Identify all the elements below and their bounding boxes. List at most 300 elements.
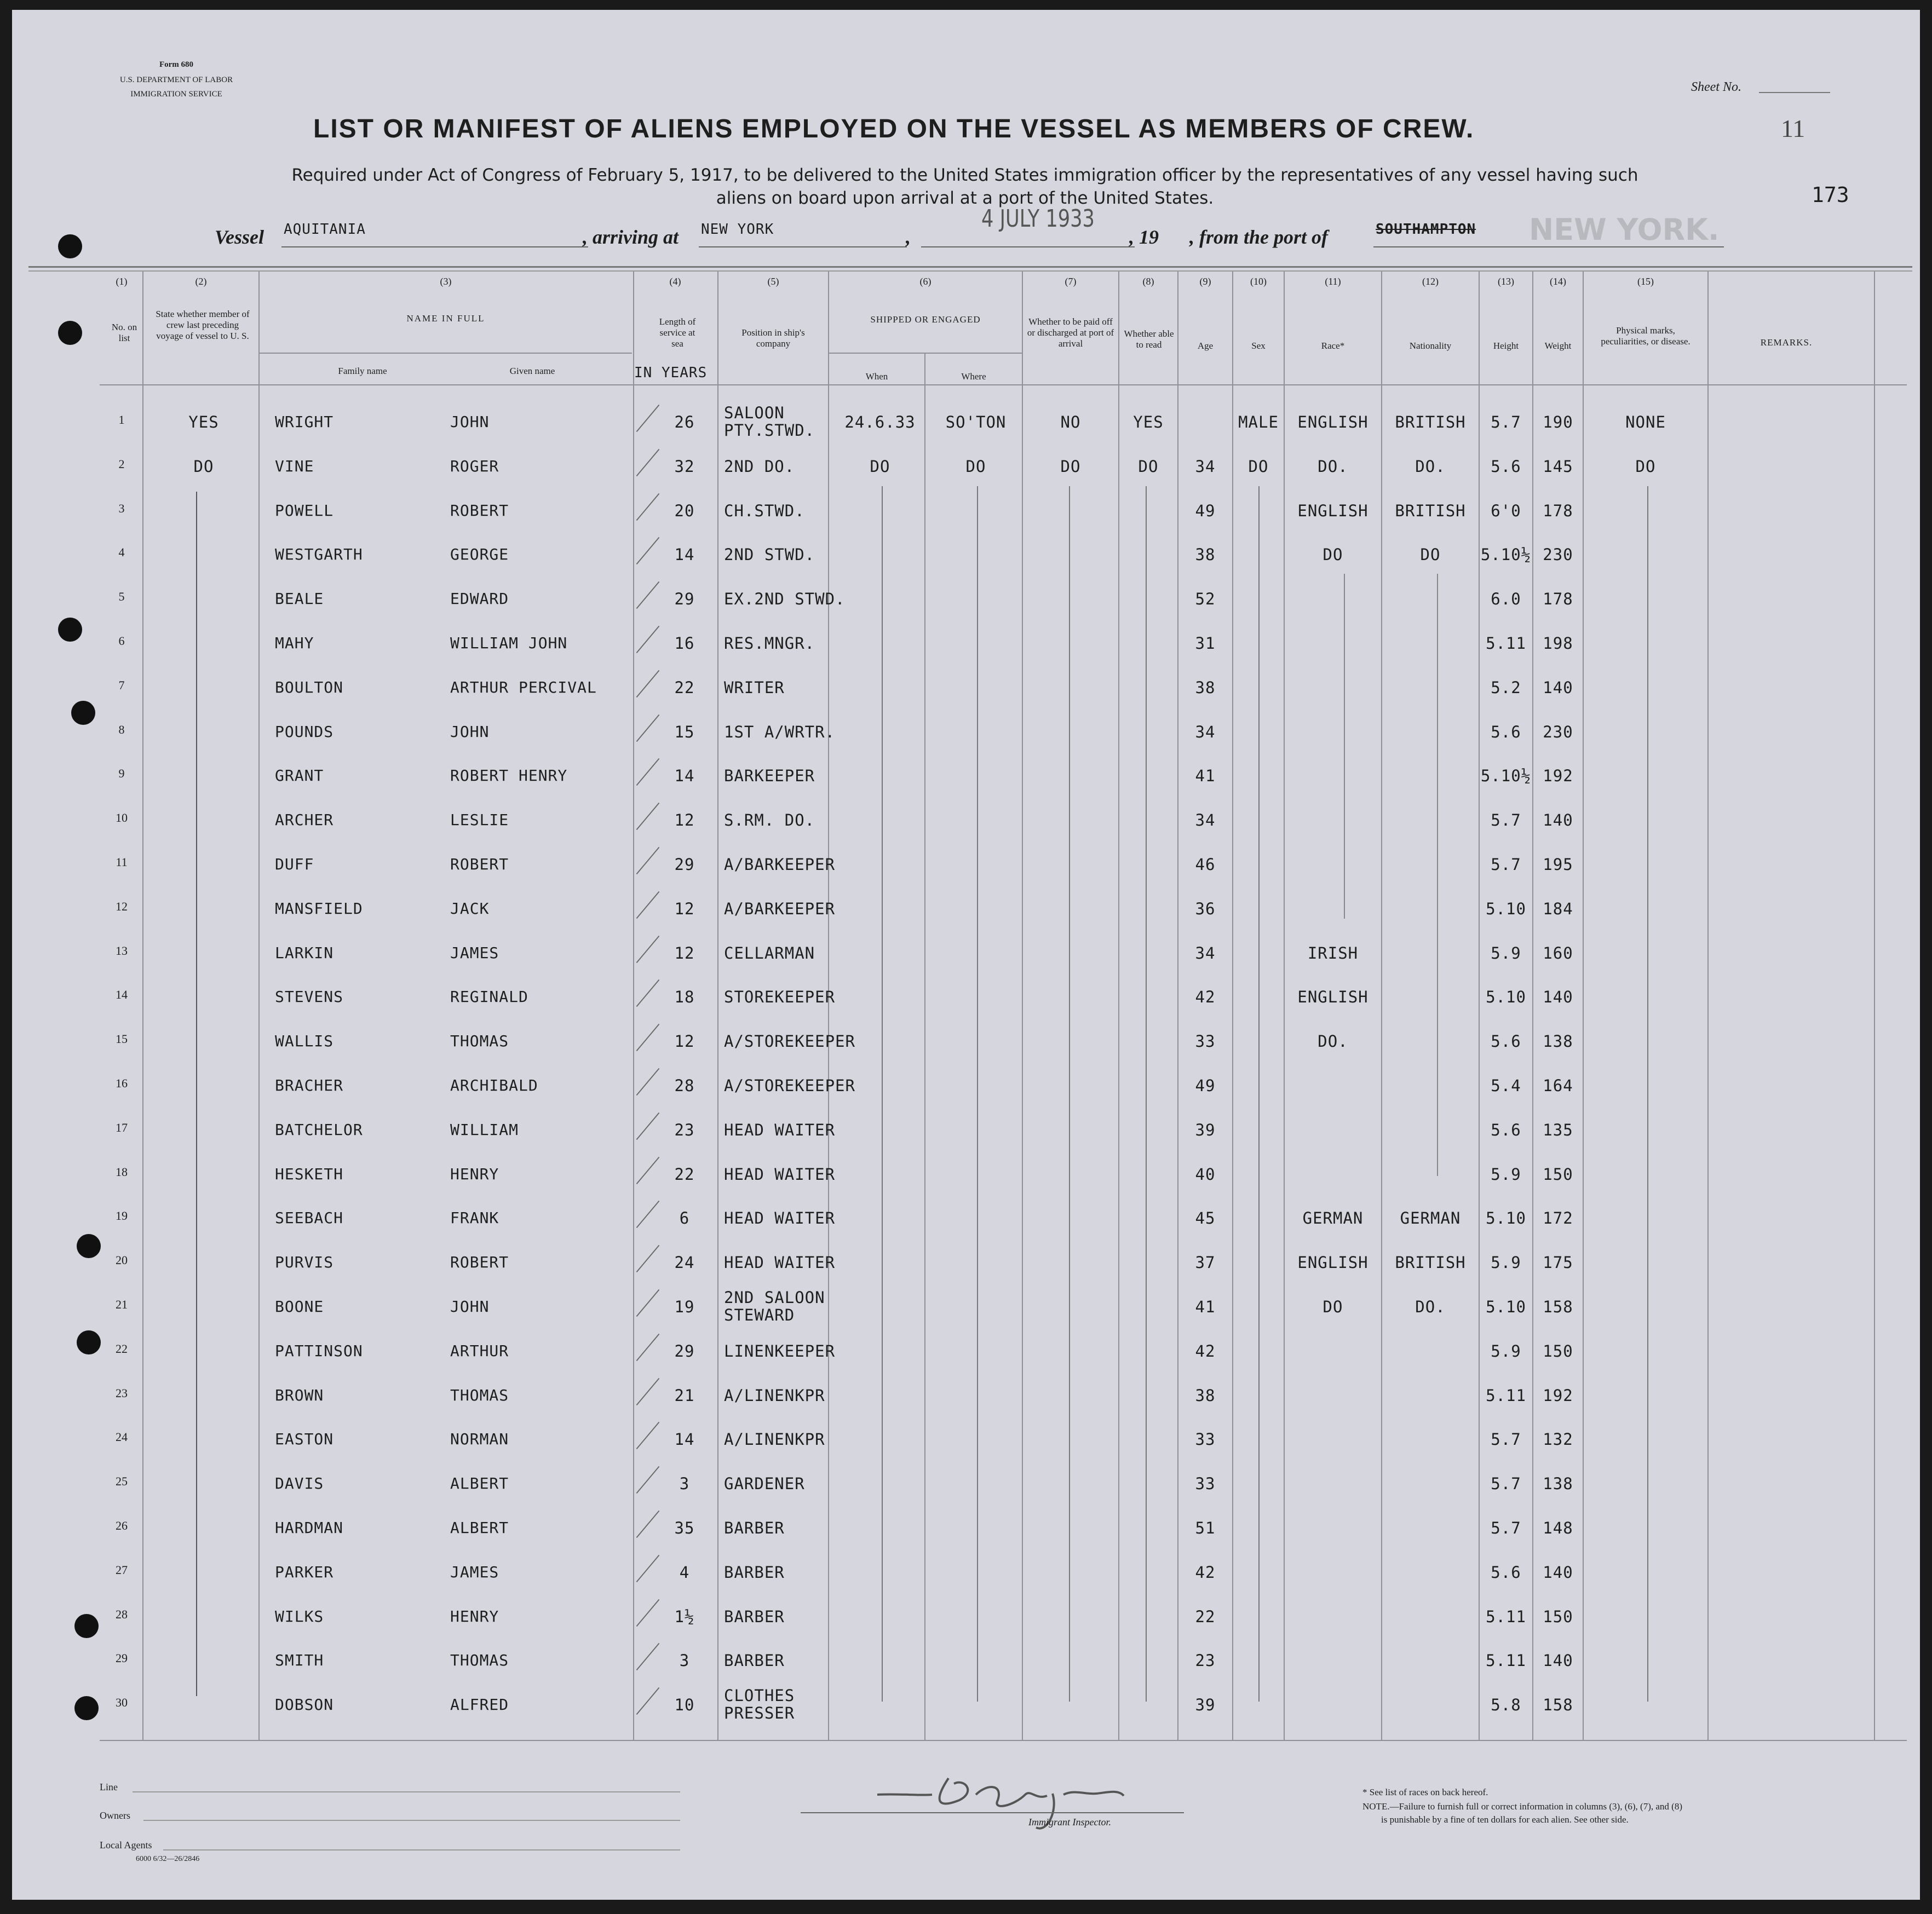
- col-num-8: (8): [1142, 276, 1154, 287]
- weight: 195: [1543, 855, 1573, 874]
- service-years: 4: [679, 1563, 690, 1582]
- row-number: 7: [118, 678, 125, 692]
- position: EX.2ND STWD.: [724, 590, 846, 608]
- family-name: BOONE: [275, 1298, 324, 1316]
- subtitle-line-1: Required under Act of Congress of February 5, 1917, to be delivered to the United States immigration officer by the representatives of any vessel having such: [291, 165, 1638, 185]
- family-name: MANSFIELD: [275, 900, 363, 918]
- header-length-service: Length of service at sea: [659, 316, 696, 349]
- height: 5.7: [1491, 1519, 1521, 1537]
- header-remarks: REMARKS.: [1760, 337, 1813, 348]
- age: 42: [1195, 1342, 1216, 1360]
- age: 49: [1195, 501, 1216, 520]
- weight: 158: [1543, 1696, 1573, 1714]
- position: 2ND STWD.: [724, 545, 815, 564]
- service-years: 35: [674, 1519, 695, 1537]
- family-name: SMITH: [275, 1651, 324, 1669]
- row-number: 1: [118, 413, 125, 426]
- row-number: 19: [116, 1209, 128, 1223]
- from-port: SOUTHAMPTON: [1376, 221, 1476, 238]
- service-years: 12: [674, 900, 695, 918]
- service: IMMIGRATION SERVICE: [130, 90, 222, 99]
- family-name: DAVIS: [275, 1474, 324, 1492]
- weight: 230: [1543, 545, 1573, 564]
- shipped-when: DO: [870, 457, 890, 476]
- service-years: 29: [674, 1342, 695, 1360]
- row-number: 28: [116, 1607, 128, 1621]
- given-name: JOHN: [450, 1298, 490, 1316]
- family-name: HESKETH: [275, 1165, 344, 1183]
- height: 5.10: [1486, 988, 1526, 1006]
- weight: 175: [1543, 1253, 1573, 1272]
- age: 42: [1195, 988, 1216, 1006]
- nationality: BRITISH: [1395, 501, 1466, 520]
- given-name: HENRY: [450, 1165, 499, 1183]
- sheet-number: 11: [1781, 114, 1806, 142]
- race: ENGLISH: [1297, 1253, 1369, 1272]
- header-given-name: Given name: [509, 366, 555, 376]
- manifest-sheet: [12, 10, 1920, 1900]
- col-num-10: (10): [1250, 276, 1267, 287]
- height: 5.9: [1491, 1253, 1521, 1272]
- weight: 135: [1543, 1121, 1573, 1139]
- nationality: DO.: [1415, 1298, 1446, 1316]
- print-code: 6000 6/32—26/2846: [136, 1855, 200, 1863]
- height: 5.6: [1491, 1563, 1521, 1582]
- date-underline: [921, 246, 1135, 247]
- age: 49: [1195, 1076, 1216, 1095]
- col-num-13: (13): [1498, 276, 1514, 287]
- year-label: , 19: [1129, 226, 1159, 248]
- given-name: ARTHUR PERCIVAL: [450, 678, 597, 696]
- col-divider: [1583, 272, 1584, 1740]
- height: 5.9: [1491, 1165, 1521, 1184]
- header-race: Race*: [1321, 341, 1345, 351]
- header-when: When: [865, 371, 888, 382]
- height: 5.2: [1491, 678, 1521, 697]
- height: 5.6: [1491, 457, 1521, 476]
- shipped-when: 24.6.33: [844, 413, 916, 431]
- weight: 145: [1543, 457, 1573, 476]
- row-number: 17: [116, 1121, 128, 1134]
- height: 5.6: [1491, 1121, 1521, 1139]
- nationality: BRITISH: [1395, 413, 1466, 431]
- row-number: 12: [116, 900, 128, 913]
- height: 5.7: [1491, 1430, 1521, 1449]
- position: LINENKEEPER: [724, 1342, 836, 1360]
- position: S.RM. DO.: [724, 811, 815, 829]
- family-name: DOBSON: [275, 1696, 334, 1714]
- service-years: 6: [679, 1209, 690, 1227]
- given-name: WILLIAM: [450, 1121, 519, 1139]
- service-years: 20: [674, 501, 695, 520]
- subtitle-line-2: aliens on board upon arrival at a port of the United States.: [716, 188, 1214, 208]
- position: WRITER: [724, 678, 785, 697]
- punch-hole: [58, 234, 82, 258]
- position: A/STOREKEEPER: [724, 1076, 855, 1095]
- position: GARDENER: [724, 1474, 805, 1493]
- family-name: WRIGHT: [275, 413, 334, 431]
- weight: 192: [1543, 766, 1573, 785]
- col-num-7: (7): [1065, 276, 1077, 287]
- given-name: JOHN: [450, 723, 490, 741]
- table-top-border-2: [28, 270, 1912, 272]
- age: 33: [1195, 1474, 1216, 1493]
- ditto-line: [1146, 486, 1147, 1702]
- race: DO: [1323, 545, 1343, 564]
- row-number: 27: [116, 1563, 128, 1577]
- position: A/BARKEEPER: [724, 900, 836, 918]
- family-name: PURVIS: [275, 1253, 334, 1271]
- table-bottom-border: [100, 1740, 1907, 1741]
- service-years: 15: [674, 723, 695, 741]
- new-york-stamp: NEW YORK.: [1529, 212, 1720, 247]
- weight: 140: [1543, 988, 1573, 1006]
- position: A/LINENKPR: [724, 1430, 825, 1449]
- vessel-label: Vessel: [215, 226, 264, 248]
- service-years: 29: [674, 855, 695, 874]
- header-family-name: Family name: [338, 366, 387, 376]
- row-number: 2: [118, 457, 125, 471]
- col-divider: [1022, 272, 1023, 1740]
- age: 40: [1195, 1165, 1216, 1184]
- weight: 192: [1543, 1386, 1573, 1405]
- header-paid-off: Whether to be paid off or discharged at port of arrival: [1027, 316, 1114, 349]
- ditto-line: [1437, 574, 1438, 1176]
- height: 5.6: [1491, 723, 1521, 741]
- age: 33: [1195, 1430, 1216, 1449]
- punch-hole: [58, 321, 82, 345]
- sheet-number-underline: [1759, 92, 1830, 93]
- age: 34: [1195, 944, 1216, 962]
- age: 42: [1195, 1563, 1216, 1582]
- inspector-underline: [801, 1812, 1184, 1813]
- date-stamp: 4 JULY 1933: [981, 205, 1095, 233]
- weight: 140: [1543, 811, 1573, 829]
- family-name: WILKS: [275, 1607, 324, 1625]
- given-name: THOMAS: [450, 1386, 509, 1404]
- height: 5.9: [1491, 944, 1521, 962]
- nationality: GERMAN: [1400, 1209, 1461, 1227]
- height: 5.7: [1491, 811, 1521, 829]
- given-name: EDWARD: [450, 590, 509, 608]
- name-subheader-rule: [260, 353, 632, 354]
- age: 39: [1195, 1696, 1216, 1714]
- position: CELLARMAN: [724, 944, 815, 962]
- row-number: 29: [116, 1651, 128, 1665]
- row-number: 26: [116, 1519, 128, 1532]
- col-num-9: (9): [1199, 276, 1211, 287]
- position: CH.STWD.: [724, 501, 805, 520]
- weight: 198: [1543, 634, 1573, 653]
- col-num-12: (12): [1422, 276, 1439, 287]
- header-age: Age: [1197, 341, 1214, 351]
- service-years: 12: [674, 811, 695, 829]
- service-years: 3: [679, 1651, 690, 1670]
- page-number: 173: [1812, 183, 1849, 207]
- age: 34: [1195, 811, 1216, 829]
- weight: 140: [1543, 1563, 1573, 1582]
- header-in-years: IN YEARS: [634, 365, 708, 381]
- nationality: DO.: [1415, 457, 1446, 476]
- service-years: 18: [674, 988, 695, 1006]
- weight: 164: [1543, 1076, 1573, 1095]
- punch-hole: [77, 1234, 101, 1258]
- family-name: WALLIS: [275, 1032, 334, 1050]
- line-label: Line: [100, 1782, 118, 1792]
- given-name: WILLIAM JOHN: [450, 634, 568, 652]
- row-number: 21: [116, 1298, 128, 1311]
- note-line-1: NOTE.—Failure to furnish full or correct information in columns (3), (6), (7), and (8): [1362, 1801, 1682, 1812]
- service-years: 22: [674, 678, 695, 697]
- row-number: 22: [116, 1342, 128, 1356]
- position: A/BARKEEPER: [724, 855, 836, 874]
- family-name: BRACHER: [275, 1076, 344, 1094]
- age: 41: [1195, 1298, 1216, 1316]
- given-name: HENRY: [450, 1607, 499, 1625]
- row-number: 25: [116, 1474, 128, 1488]
- arriving-label: , arriving at: [583, 226, 679, 248]
- position: STOREKEEPER: [724, 988, 836, 1006]
- ditto-line: [977, 486, 978, 1702]
- ditto-line: [882, 486, 883, 1702]
- height: 5.11: [1486, 634, 1526, 653]
- row-number: 13: [116, 944, 128, 958]
- age: 31: [1195, 634, 1216, 653]
- age: 38: [1195, 678, 1216, 697]
- age: 39: [1195, 1121, 1216, 1139]
- form-number: Form 680: [159, 60, 194, 69]
- weight: 190: [1543, 413, 1573, 431]
- row-number: 14: [116, 988, 128, 1001]
- family-name: SEEBACH: [275, 1209, 344, 1227]
- race: ENGLISH: [1297, 501, 1369, 520]
- position: A/STOREKEEPER: [724, 1032, 855, 1051]
- owners-underline: [143, 1820, 680, 1821]
- family-name: BEALE: [275, 590, 324, 608]
- family-name: LARKIN: [275, 944, 334, 962]
- family-name: POWELL: [275, 501, 334, 520]
- header-able-read: Whether able to read: [1124, 328, 1174, 350]
- family-name: BROWN: [275, 1386, 324, 1404]
- header-no-on-list: No. on list: [111, 322, 137, 343]
- row-number: 15: [116, 1032, 128, 1046]
- height: 5.11: [1486, 1607, 1526, 1626]
- service-years: 14: [674, 545, 695, 564]
- header-sex: Sex: [1251, 341, 1266, 351]
- service-years: 12: [674, 1032, 695, 1051]
- service-years: 1½: [674, 1607, 695, 1626]
- header-position: Position in ship's company: [741, 327, 805, 349]
- weight: 178: [1543, 501, 1573, 520]
- col-num-3: (3): [440, 276, 452, 287]
- local-agents-underline: [163, 1849, 680, 1850]
- age: 52: [1195, 590, 1216, 608]
- ditto-line: [1069, 486, 1070, 1702]
- position: BARBER: [724, 1563, 785, 1582]
- age: 37: [1195, 1253, 1216, 1272]
- age: 36: [1195, 900, 1216, 918]
- header-bottom-border: [100, 384, 1907, 385]
- shipped-where: SO'TON: [945, 413, 1007, 431]
- given-name: ARCHIBALD: [450, 1076, 538, 1094]
- given-name: JOHN: [450, 413, 490, 431]
- position: HEAD WAITER: [724, 1165, 836, 1184]
- race: ENGLISH: [1297, 413, 1369, 431]
- race: DO.: [1318, 457, 1348, 476]
- race: GERMAN: [1302, 1209, 1364, 1227]
- row-number: 5: [118, 590, 125, 603]
- punch-hole: [58, 618, 82, 642]
- family-name: STEVENS: [275, 988, 344, 1006]
- physical-marks: DO: [1635, 457, 1656, 476]
- height: 6.0: [1491, 590, 1521, 608]
- age: 38: [1195, 1386, 1216, 1405]
- family-name: BOULTON: [275, 678, 344, 696]
- inspector-label: Immigrant Inspector.: [1028, 1817, 1111, 1827]
- weight: 150: [1543, 1607, 1573, 1626]
- row-number: 10: [116, 811, 128, 825]
- weight: 138: [1543, 1032, 1573, 1051]
- age: 51: [1195, 1519, 1216, 1537]
- member-last-voyage: YES: [188, 413, 219, 431]
- given-name: THOMAS: [450, 1032, 509, 1050]
- height: 6'0: [1491, 501, 1521, 520]
- vessel-underline: [281, 246, 588, 247]
- height: 5.8: [1491, 1696, 1521, 1714]
- height: 5.7: [1491, 855, 1521, 874]
- service-years: 12: [674, 944, 695, 962]
- col-divider: [924, 353, 925, 1740]
- height: 5.10½: [1480, 766, 1532, 785]
- given-name: REGINALD: [450, 988, 528, 1006]
- weight: 150: [1543, 1165, 1573, 1184]
- age: 45: [1195, 1209, 1216, 1227]
- table-top-border: [28, 266, 1912, 268]
- row-number: 8: [118, 723, 125, 736]
- service-years: 24: [674, 1253, 695, 1272]
- nationality: DO: [1420, 545, 1441, 564]
- given-name: ARTHUR: [450, 1342, 509, 1360]
- weight: 140: [1543, 1651, 1573, 1670]
- row-number: 11: [116, 855, 128, 869]
- ditto-line: [1258, 486, 1260, 1702]
- height: 5.11: [1486, 1386, 1526, 1405]
- position: HEAD WAITER: [724, 1121, 836, 1139]
- family-name: PATTINSON: [275, 1342, 363, 1360]
- paid-off: DO: [1060, 457, 1081, 476]
- given-name: ROBERT: [450, 501, 509, 520]
- family-name: ARCHER: [275, 811, 334, 829]
- given-name: FRANK: [450, 1209, 499, 1227]
- row-number: 20: [116, 1253, 128, 1267]
- weight: 184: [1543, 900, 1573, 918]
- given-name: ROBERT: [450, 855, 509, 873]
- age: 33: [1195, 1032, 1216, 1051]
- col-divider: [1118, 272, 1119, 1740]
- weight: 158: [1543, 1298, 1573, 1316]
- family-name: MAHY: [275, 634, 314, 652]
- col-num-15: (15): [1637, 276, 1654, 287]
- position: 2ND DO.: [724, 457, 795, 476]
- service-years: 19: [674, 1298, 695, 1316]
- service-years: 26: [674, 413, 695, 431]
- given-name: GEORGE: [450, 545, 509, 563]
- header-name-in-full: NAME IN FULL: [406, 313, 485, 324]
- weight: 230: [1543, 723, 1573, 741]
- line-underline: [133, 1791, 680, 1792]
- local-agents-label: Local Agents: [100, 1840, 152, 1850]
- col-num-11: (11): [1325, 276, 1341, 287]
- height: 5.7: [1491, 413, 1521, 431]
- height: 5.9: [1491, 1342, 1521, 1360]
- owners-label: Owners: [100, 1810, 130, 1821]
- header-physical-marks: Physical marks, peculiarities, or disease.: [1601, 325, 1691, 347]
- service-years: 21: [674, 1386, 695, 1405]
- weight: 178: [1543, 590, 1573, 608]
- ditto-line: [1344, 574, 1345, 919]
- service-years: 10: [674, 1696, 695, 1714]
- age: 23: [1195, 1651, 1216, 1670]
- position: CLOTHES PRESSER: [724, 1686, 795, 1722]
- service-years: 23: [674, 1121, 695, 1139]
- position: 2ND SALOON STEWARD: [724, 1288, 825, 1324]
- given-name: ALFRED: [450, 1696, 509, 1714]
- given-name: JAMES: [450, 944, 499, 962]
- age: 41: [1195, 766, 1216, 785]
- col-divider: [1874, 272, 1875, 1740]
- weight: 172: [1543, 1209, 1573, 1227]
- height: 5.7: [1491, 1474, 1521, 1493]
- family-name: GRANT: [275, 766, 324, 785]
- row-number: 6: [118, 634, 125, 648]
- header-state-member: State whether member of crew last preceding voyage of vessel to U. S.: [156, 309, 250, 341]
- arriving-port: NEW YORK: [701, 221, 774, 238]
- position: BARBER: [724, 1519, 785, 1537]
- height: 5.10: [1486, 1298, 1526, 1316]
- weight: 148: [1543, 1519, 1573, 1537]
- weight: 138: [1543, 1474, 1573, 1493]
- position: RES.MNGR.: [724, 634, 815, 653]
- given-name: ROBERT HENRY: [450, 766, 568, 785]
- row-number: 16: [116, 1076, 128, 1090]
- col-divider: [1232, 272, 1233, 1740]
- height: 5.10: [1486, 900, 1526, 918]
- punch-hole: [71, 701, 95, 725]
- given-name: ALBERT: [450, 1474, 509, 1492]
- given-name: LESLIE: [450, 811, 509, 829]
- position: HEAD WAITER: [724, 1209, 836, 1227]
- family-name: EASTON: [275, 1430, 334, 1448]
- punch-hole: [77, 1330, 101, 1354]
- age: 34: [1195, 457, 1216, 476]
- nationality: BRITISH: [1395, 1253, 1466, 1272]
- header-weight: Weight: [1544, 341, 1572, 351]
- position: BARKEEPER: [724, 766, 815, 785]
- row-number: 9: [118, 766, 125, 780]
- races-note: * See list of races on back hereof.: [1362, 1787, 1488, 1797]
- family-name: WESTGARTH: [275, 545, 363, 563]
- col-num-4: (4): [669, 276, 681, 287]
- physical-marks: NONE: [1625, 413, 1666, 431]
- header-shipped-engaged: SHIPPED OR ENGAGED: [870, 314, 981, 325]
- age: 46: [1195, 855, 1216, 874]
- sex: MALE: [1238, 413, 1279, 431]
- family-name: POUNDS: [275, 723, 334, 741]
- col-divider: [258, 272, 260, 1740]
- row-number: 24: [116, 1430, 128, 1444]
- family-name: VINE: [275, 457, 314, 475]
- service-years: 22: [674, 1165, 695, 1184]
